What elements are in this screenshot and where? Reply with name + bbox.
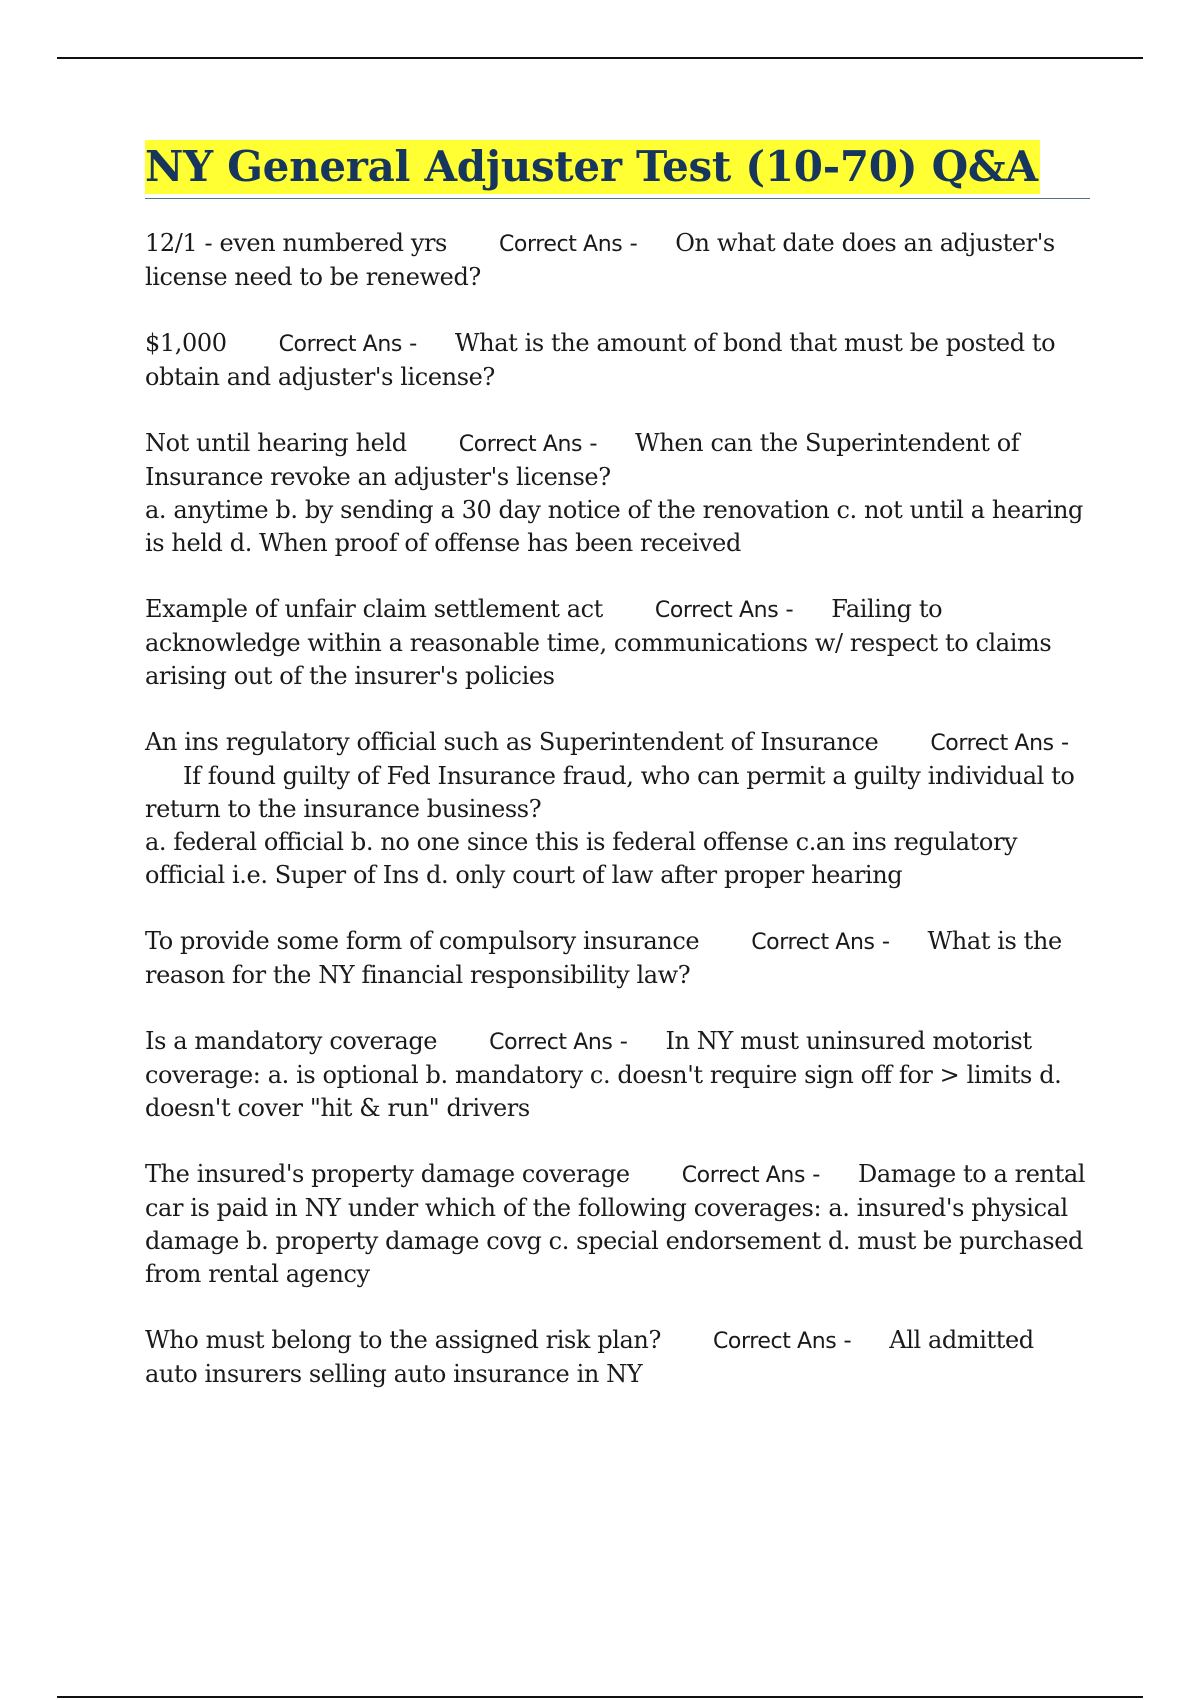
answer-text: The insured's property damage coverage [145, 1160, 630, 1188]
qa-item [145, 427, 1090, 560]
correct-ans-label: Correct Ans [712, 1329, 837, 1354]
qa-text [145, 1025, 1090, 1125]
separator-dash: - [1060, 728, 1069, 756]
qa-text [145, 427, 1090, 494]
title-block [145, 140, 1090, 199]
qa-item [145, 726, 1090, 892]
separator-dash: - [843, 1326, 852, 1354]
answer-text: Not until hearing held [145, 429, 407, 457]
question-text: All admitted auto insurers selling auto insurance in NY [145, 1326, 1034, 1388]
answer-text: To provide some form of compulsory insurance [145, 927, 700, 955]
separator-dash: - [881, 927, 890, 955]
question-text: Failing to acknowledge within a reasonable time, communications w/ respect to claims arising out of the insurer's policies [145, 595, 1052, 690]
qa-item [145, 925, 1090, 992]
question-text: What is the reason for the NY financial responsibility law? [145, 927, 1062, 989]
separator-dash: - [812, 1160, 820, 1188]
correct-ans-label: Correct Ans [930, 731, 1054, 756]
qa-item [145, 1158, 1090, 1291]
document-body [145, 140, 1090, 1424]
question-text: If found guilty of Fed Insurance fraud, who can permit a guilty individual to return to the insurance business? [145, 762, 1075, 823]
qa-text [145, 1158, 1090, 1291]
correct-ans-label: Correct Ans [498, 232, 623, 257]
separator-dash: - [409, 329, 417, 357]
question-text: Damage to a rental car is paid in NY under which of the following coverages: a. insured's physical damage b. property damage covg c. special endorsement d. must be purchased from rental agency [145, 1160, 1086, 1288]
correct-ans-label: Correct Ans [489, 1030, 613, 1055]
question-text: In NY must uninsured motorist coverage: a. is optional b. mandatory c. doesn't require sign off for > limits d. doesn't cover "hit & run" drivers [145, 1027, 1062, 1122]
qa-text [145, 726, 1090, 826]
answer-text: 12/1 - even numbered yrs [145, 229, 447, 257]
qa-text [145, 925, 1090, 992]
correct-ans-label: Correct Ans [654, 598, 779, 623]
question-text: What is the amount of bond that must be posted to obtain and adjuster's license? [145, 329, 1056, 391]
answer-text: Example of unfair claim settlement act [145, 595, 603, 623]
correct-ans-label: Correct Ans [751, 930, 875, 955]
options-text: a. federal official b. no one since this is federal offense c.an ins regulatory official i.e. Super of Ins d. only court of law after proper hearing [145, 828, 1018, 889]
qa-text [145, 593, 1090, 693]
qa-text [145, 327, 1090, 394]
question-text: On what date does an adjuster's license need to be renewed? [145, 229, 1055, 291]
separator-dash: - [785, 595, 794, 623]
separator-dash: - [619, 1027, 628, 1055]
qa-text [145, 1324, 1090, 1391]
answer-text: Who must belong to the assigned risk plan? [145, 1326, 661, 1354]
qa-item [145, 327, 1090, 394]
qa-item [145, 1025, 1090, 1125]
separator-dash: - [629, 229, 638, 257]
answer-text: Is a mandatory coverage [145, 1027, 438, 1055]
answer-text: An ins regulatory official such as Superintendent of Insurance [145, 728, 879, 756]
footer-rule [57, 1696, 1143, 1698]
document-title: NY General Adjuster Test (10-70) Q&A [145, 140, 1040, 194]
qa-item [145, 1324, 1090, 1391]
options-text: a. anytime b. by sending a 30 day notice of the renovation c. not until a hearing is held d. When proof of offense has been received [145, 496, 1083, 557]
qa-list [145, 227, 1090, 1391]
question-text: When can the Superintendent of Insurance revoke an adjuster's license? [145, 429, 1020, 491]
qa-text [145, 227, 1090, 294]
separator-dash: - [589, 429, 598, 457]
header-rule [57, 57, 1143, 59]
qa-item [145, 593, 1090, 693]
correct-ans-label: Correct Ans [278, 332, 402, 357]
correct-ans-label: Correct Ans [681, 1163, 806, 1188]
correct-ans-label: Correct Ans [458, 432, 583, 457]
answer-text: $1,000 [145, 329, 227, 357]
qa-item [145, 227, 1090, 294]
